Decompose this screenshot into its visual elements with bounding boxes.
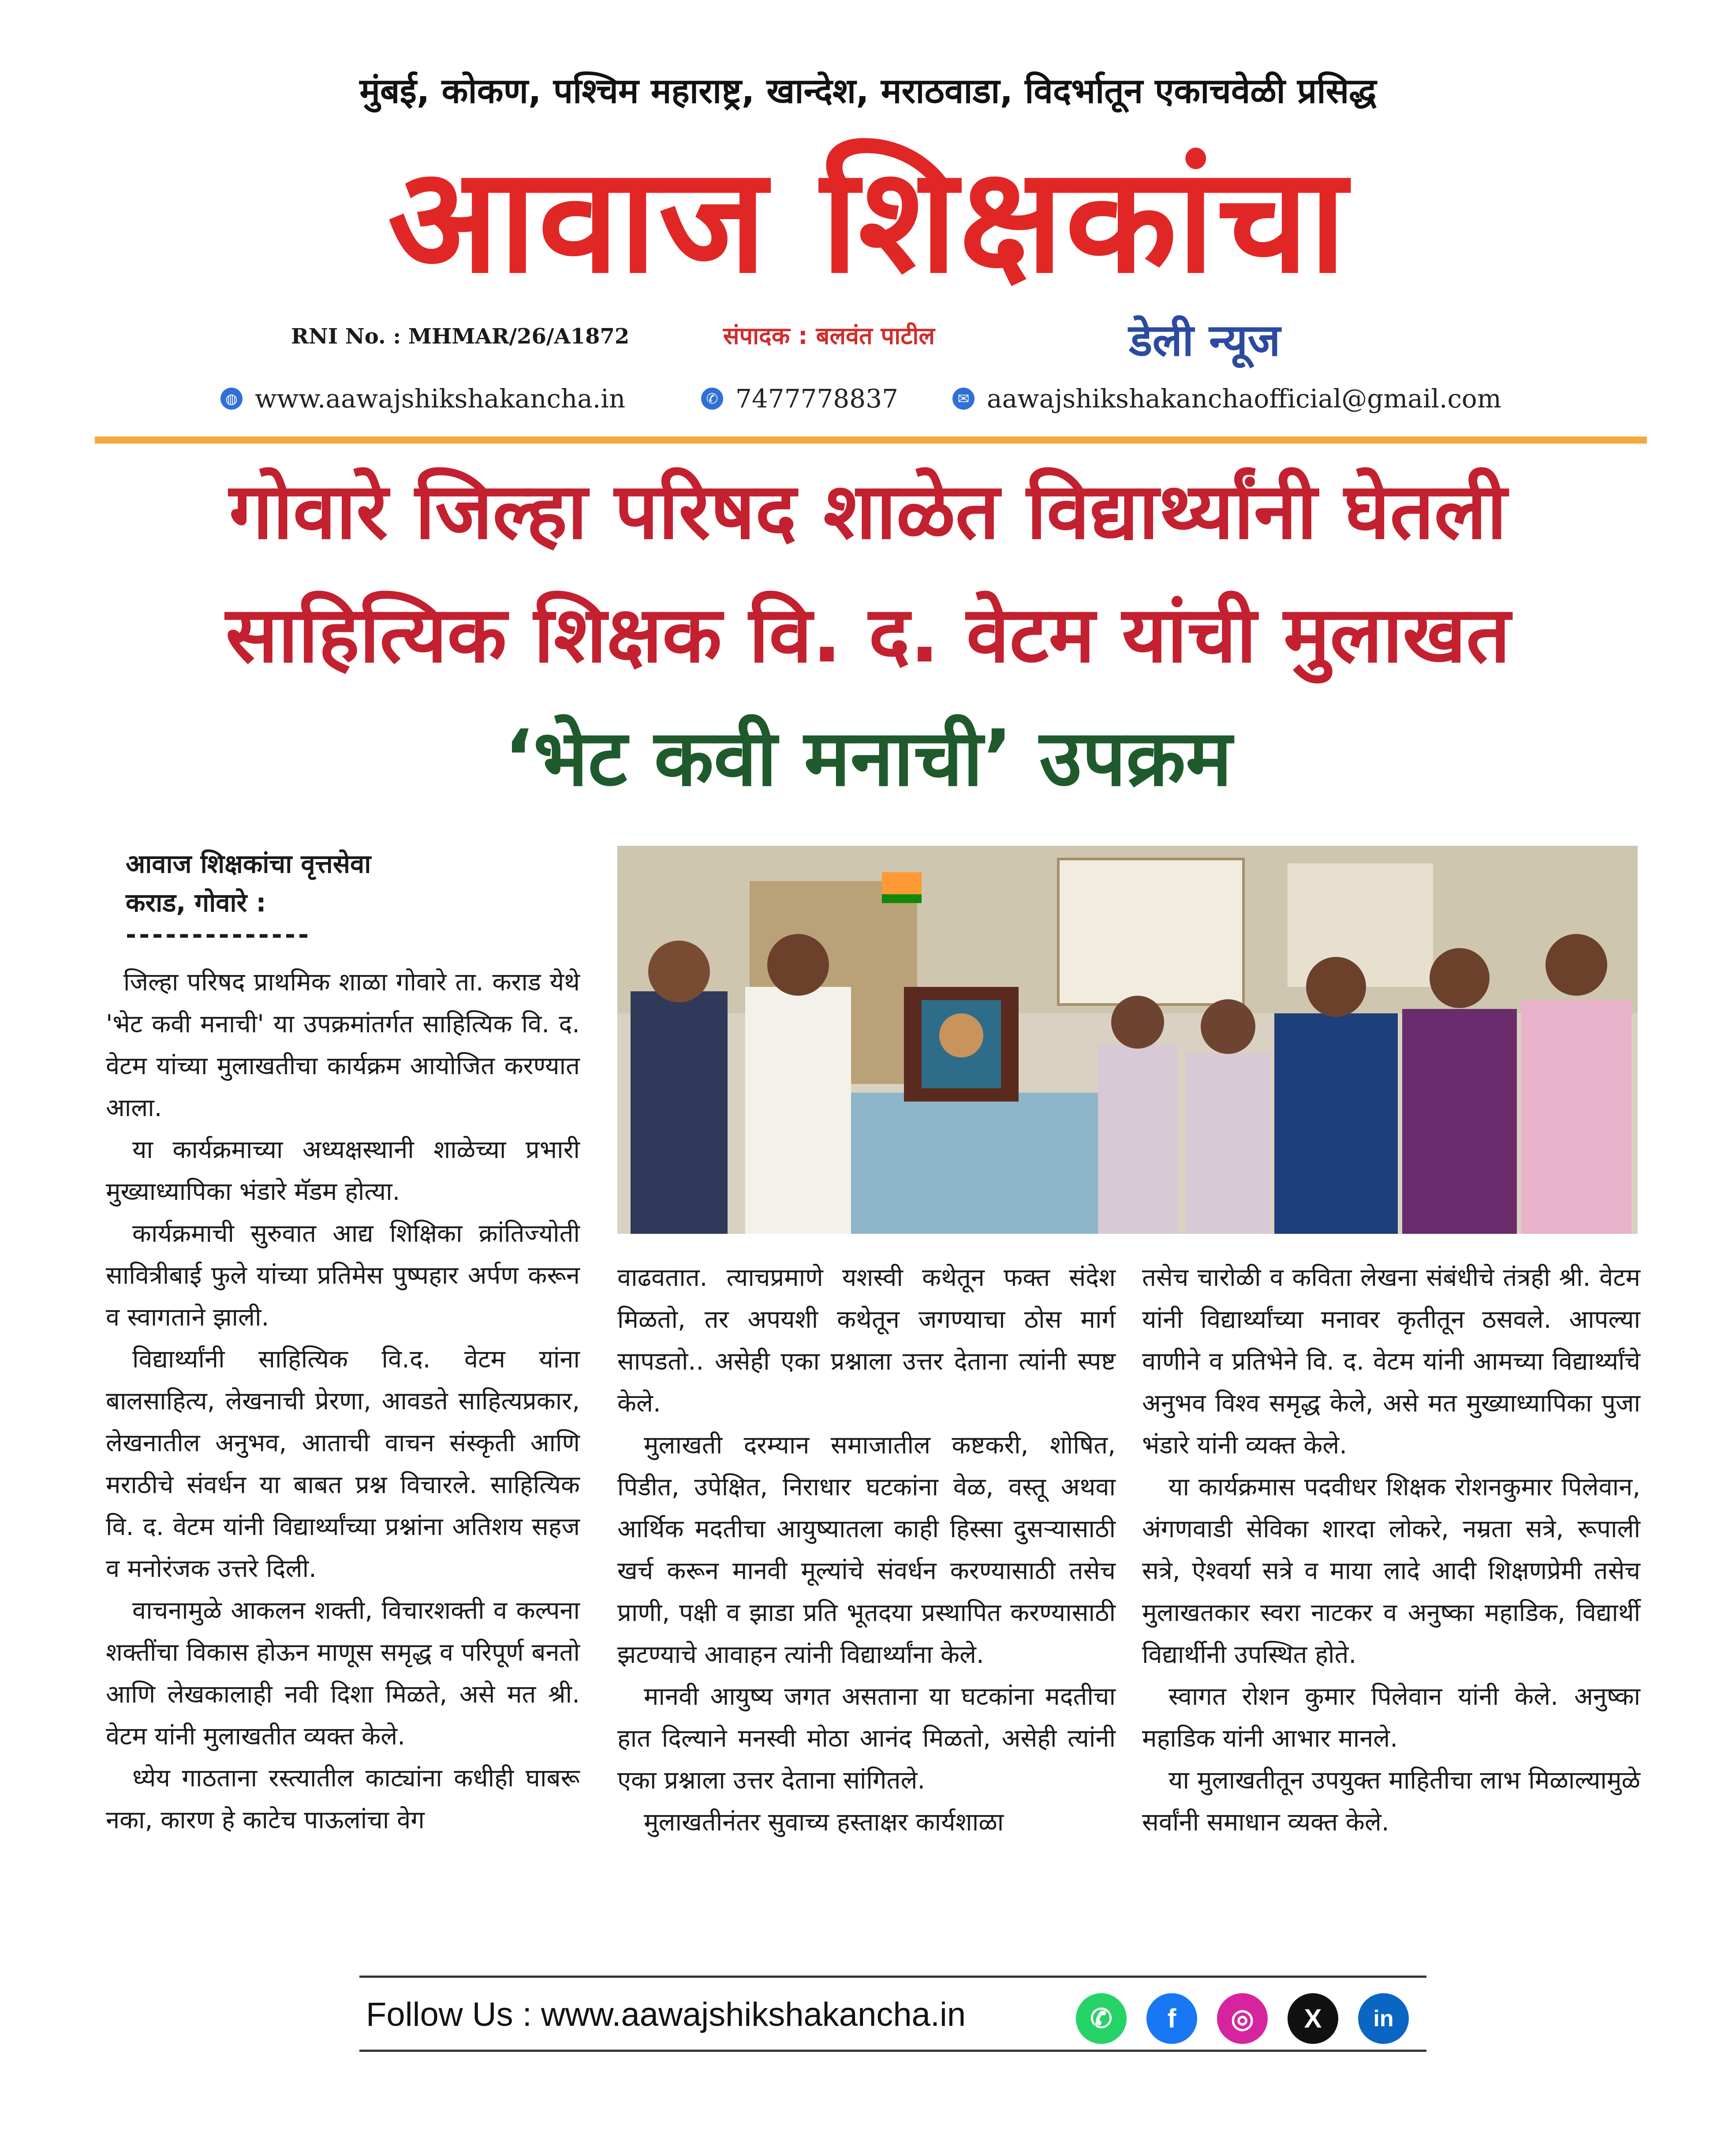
- rni-number: RNI No. : MHMAR/26/A1872: [291, 324, 630, 349]
- header-divider: [95, 437, 1647, 444]
- paragraph: ध्येय गाठताना रस्त्यातील काट्यांना कधीही घाबरू नका, कारण हे काटेच पाऊलांचा वेग: [106, 1764, 580, 1834]
- paragraph: विद्यार्थ्यांनी साहित्यिक वि.द. वेटम यांना बालसाहित्य, लेखनाची प्रेरणा, आवडते साहित्यप्रकार, लेखनातील अनुभव, आताची वाचन संस्कृती आणि मराठीचे संवर्धन या बाबत प्रश्न विचारले. साहित्यिक वि. द. वेटम यांनी विद्यार्थ्यांच्या प्रश्नांना अतिशय सहज व मनोरंजक उत्तरे दिली.: [106, 1345, 580, 1583]
- paragraph: वाचनामुळे आकलन शक्ती, विचारशक्ती व कल्पना शक्तींचा विकास होऊन माणूस समृद्ध व परिपूर्ण बनतो आणि लेखकालाही नवी दिशा मिळते, असे मत श्री. वेटम यांनी मुलाखतीत व्यक्त केले.: [106, 1596, 580, 1751]
- paragraph: स्वागत रोशन कुमार पिलेवान यांनी केले. अनुष्का महाडिक यांनी आभार मानले.: [1142, 1682, 1640, 1753]
- website-text: www.aawajshikshakancha.in: [255, 384, 626, 414]
- paragraph: तसेच चारोळी व कविता लेखना संबंधीचे तंत्रही श्री. वेटम यांनी विद्यार्थ्यांच्या मनावर कृतीतून ठसवले. आपल्या वाणीने व प्रतिभेने वि. द. वेटम यांनी आमच्या विद्यार्थ्यांचे अनुभव विश्व समृद्ध केले, असे मत मुख्याध्यापिका पुजा भंडारे यांनी व्यक्त केले.: [1142, 1263, 1640, 1460]
- instagram-icon[interactable]: ◎: [1217, 1993, 1268, 2044]
- article-column-1: [106, 961, 580, 1841]
- footer-rule-bottom: [359, 2050, 1426, 2052]
- dateline: [126, 844, 371, 922]
- linkedin-icon[interactable]: in: [1358, 1993, 1409, 2044]
- x-icon[interactable]: X: [1288, 1993, 1338, 2044]
- paragraph: मुलाखतीनंतर सुवाच्य हस्ताक्षर कार्यशाळा: [644, 1808, 1004, 1837]
- article-column-2: [617, 1257, 1116, 1843]
- facebook-icon[interactable]: f: [1146, 1993, 1197, 2044]
- phone-icon: ✆: [701, 388, 723, 410]
- event-photo: [617, 846, 1638, 1234]
- headline-line-2: साहित्यिक शिक्षक वि. द. वेटम यांची मुलाखत: [225, 590, 1511, 680]
- headline-line-1: गोवारे जिल्हा परिषद शाळेत विद्यार्थ्यांनी घेतली: [229, 466, 1507, 557]
- paragraph: या कार्यक्रमाच्या अध्यक्षस्थानी शाळेच्या प्रभारी मुख्याध्यापिका भंडारे मॅडम होत्या.: [106, 1135, 580, 1206]
- paragraph: या मुलाखतीतून उपयुक्त माहितीचा लाभ मिळाल्यामुळे सर्वांनी समाधान व्यक्त केले.: [1142, 1766, 1640, 1837]
- whatsapp-icon[interactable]: ✆: [1076, 1993, 1127, 2044]
- phone-text: 7477778837: [735, 384, 899, 414]
- group-photo-illustration: [617, 846, 1638, 1234]
- globe-icon: ◍: [220, 388, 243, 410]
- follow-us-text[interactable]: Follow Us : www.aawajshikshakancha.in: [366, 1996, 966, 2033]
- paragraph: जिल्हा परिषद प्राथमिक शाळा गोवारे ता. कराड येथे 'भेट कवी मनाची' या उपक्रमांतर्गत साहित्यिक वि. द. वेटम यांच्या मुलाखतीचा कार्यक्रम आयोजित करण्यात आला.: [106, 968, 580, 1122]
- website-contact[interactable]: [220, 384, 625, 414]
- masthead-title: आवाज शिक्षकांचा: [388, 136, 1348, 305]
- headline-subtitle: ‘भेट कवी मनाची’ उपक्रम: [504, 713, 1232, 803]
- tagline: मुंबई, कोकण, पश्चिम महाराष्ट्र, खान्देश, मराठवाडा, विदर्भातून एकाचवेळी प्रसिद्ध: [359, 71, 1377, 111]
- dateline-place: कराड, गोवारे :: [126, 888, 266, 918]
- footer-rule-top: [359, 1976, 1426, 1978]
- email-contact[interactable]: [952, 384, 1501, 414]
- article-column-3: [1142, 1257, 1640, 1843]
- email-text: aawajshikshakanchaofficial@gmail.com: [987, 384, 1501, 414]
- mail-icon: ✉: [952, 388, 974, 410]
- daily-news-label: डेली न्यूज: [1129, 314, 1281, 366]
- paragraph: या कार्यक्रमास पदवीधर शिक्षक रोशनकुमार पिलेवान, अंगणवाडी सेविका शारदा लोकरे, नम्रता सत्रे, रूपाली सत्रे, ऐश्वर्या सत्रे व माया लादे आदी शिक्षणप्रेमी तसेच मुलाखतकार स्वरा नाटकर व अनुष्का महाडिक, विद्यार्थी विद्यार्थीनी उपस्थित होते.: [1142, 1473, 1640, 1669]
- paragraph: वाढवतात. त्याचप्रमाणे यशस्वी कथेतून फक्त संदेश मिळतो, तर अपयशी कथेतून जगण्याचा ठोस मार्ग सापडतो.. असेही एका प्रश्नाला उत्तर देताना त्यांनी स्पष्ट केले.: [617, 1263, 1116, 1418]
- editor-credit: संपादक : बलवंत पाटील: [723, 322, 935, 350]
- dateline-separator: --------------: [126, 919, 312, 949]
- paragraph: मानवी आयुष्य जगत असताना या घटकांना मदतीचा हात दिल्याने मनस्वी मोठा आनंद मिळतो, असेही त्यांनी एका प्रश्नाला उत्तर देताना सांगितले.: [617, 1682, 1116, 1795]
- news-agency: आवाज शिक्षकांचा वृत्तसेवा: [126, 849, 371, 879]
- paragraph: कार्यक्रमाची सुरुवात आद्य शिक्षिका क्रांतिज्योती सावित्रीबाई फुले यांच्या प्रतिमेस पुष्पहार अर्पण करून व स्वागताने झाली.: [106, 1219, 580, 1332]
- phone-contact[interactable]: [701, 384, 898, 414]
- paragraph: मुलाखती दरम्यान समाजातील कष्टकरी, शोषित, पिडीत, उपेक्षित, निराधार घटकांना वेळ, वस्तू अथवा आर्थिक मदतीचा आयुष्यातला काही हिस्सा दुसऱ्यासाठी खर्च करून मानवी मूल्यांचे संवर्धन करण्यासाठी तसेच प्राणी, पक्षी व झाडा प्रति भूतदया प्रस्थापित करण्यासाठी झटण्याचे आवाहन त्यांनी विद्यार्थ्यांना केले.: [617, 1431, 1116, 1669]
